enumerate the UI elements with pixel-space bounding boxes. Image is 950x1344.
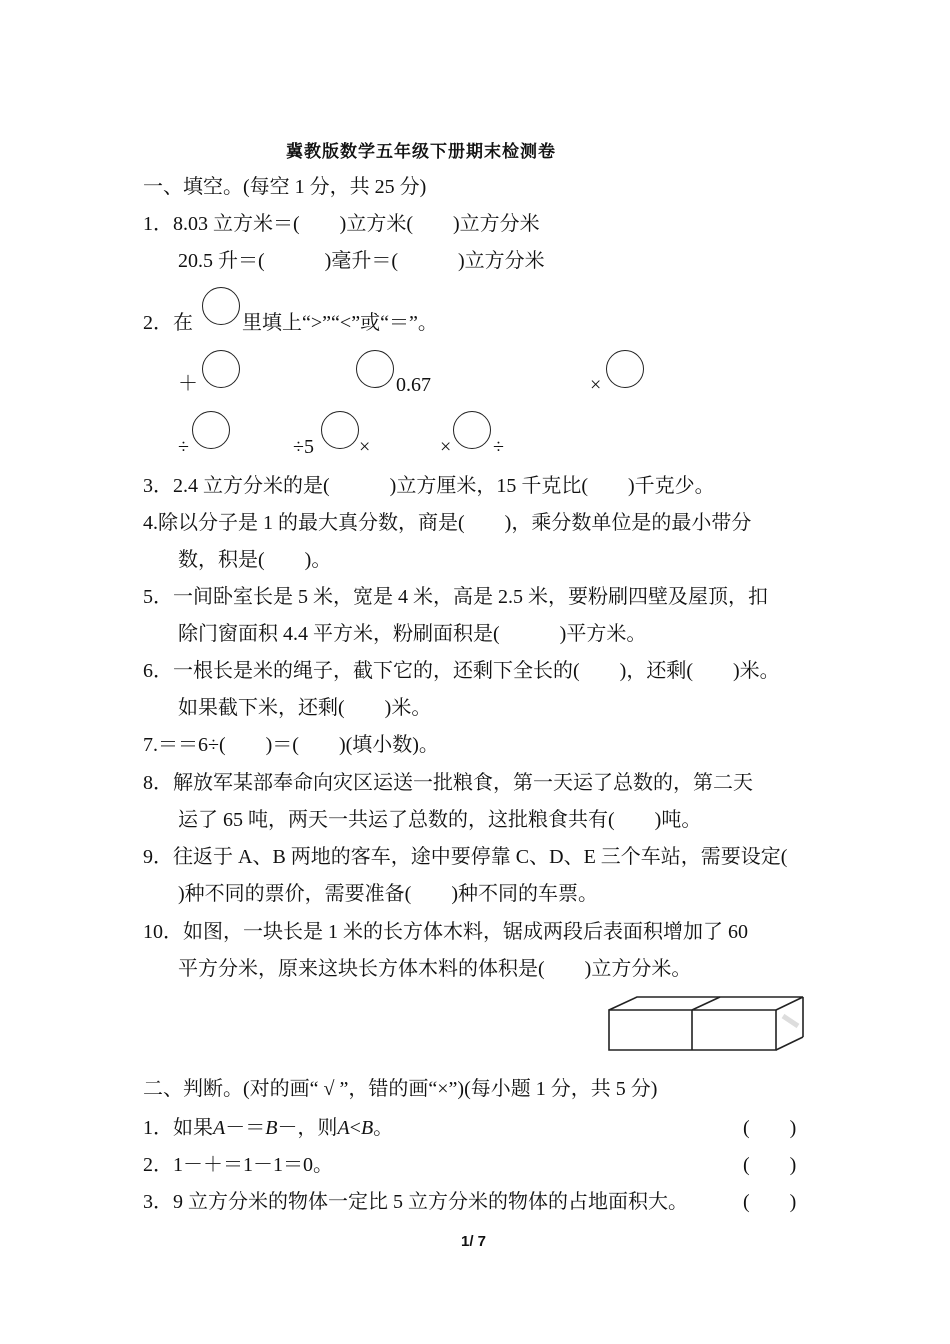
- answer-blank[interactable]: ( ): [743, 1154, 797, 1176]
- compare-circle[interactable]: [202, 350, 240, 388]
- judge-1-text-a: 1．如果: [143, 1117, 213, 1139]
- question-8-line-2: 运了 65 吨，两天一共运了总数的，这批粮食共有( )吨。: [178, 809, 702, 831]
- answer-blank[interactable]: ( ): [743, 1191, 797, 1213]
- question-9-line-1: 9．往返于 A、B 两地的客车，途中要停靠 C、D、E 三个车站，需要设定(: [143, 846, 788, 868]
- question-10-line-2: 平方分米，原来这块长方体木料的体积是( )立方分米。: [178, 958, 692, 980]
- compare-expr-2d: ×: [440, 436, 452, 458]
- question-10-line-1: 10．如图，一块长是 1 米的长方体木料，锯成两段后表面积增加了 60: [143, 921, 748, 943]
- question-8-line-1: 8．解放军某部奉命向灾区运送一批粮食，第一天运了总数的，第二天: [143, 772, 753, 794]
- judge-1-var-b2: B: [360, 1117, 374, 1139]
- question-3: 3．2.4 立方分米的是( )立方厘米，15 千克比( )千克少。: [143, 475, 715, 497]
- question-6-line-1: 6．一根长是米的绳子，截下它的，还剩下全长的( )，还剩( )米。: [143, 660, 780, 682]
- page-number: 1/ 7: [461, 1233, 487, 1250]
- page-title: 冀教版数学五年级下册期末检测卷: [286, 142, 556, 162]
- answer-blank[interactable]: ( ): [743, 1117, 797, 1139]
- question-4-line-2: 数，积是( )。: [178, 549, 332, 571]
- compare-expr-1a: ＋: [178, 373, 198, 395]
- compare-circle[interactable]: [321, 411, 359, 449]
- compare-expr-1c: ×: [590, 374, 602, 396]
- question-7: 7.＝＝6÷( )＝( )(填小数)。: [143, 734, 439, 756]
- judge-1-var-a: A: [213, 1117, 226, 1139]
- compare-expr-2a: ÷: [178, 436, 189, 458]
- compare-circle[interactable]: [202, 287, 240, 325]
- section1-heading: 一、填空。(每空 1 分，共 25 分): [143, 176, 427, 198]
- question-1-line-2: 20.5 升＝( )毫升＝( )立方分米: [178, 250, 545, 272]
- judge-1-text-b: －＝: [225, 1117, 266, 1139]
- judge-1-text-c: －，则: [277, 1117, 338, 1139]
- cuboid-diagram: [600, 990, 810, 1056]
- judge-question-2: 2．1－＋＝1－1＝0。: [143, 1154, 333, 1176]
- compare-expr-2c: ×: [359, 436, 371, 458]
- question-5-line-1: 5．一间卧室长是 5 米，宽是 4 米，高是 2.5 米，要粉刷四壁及屋顶，扣: [143, 586, 768, 608]
- question-4-line-1: 4.除以分子是 1 的最大真分数，商是( )，乘分数单位是的最小带分: [143, 512, 752, 534]
- judge-1-end: 。: [373, 1117, 394, 1139]
- question-5-line-2: 除门窗面积 4.4 平方米，粉刷面积是( )平方米。: [178, 623, 647, 645]
- compare-expr-2b: ÷5: [293, 436, 314, 458]
- question-1-line-1: 1．8.03 立方米＝( )立方米( )立方分米: [143, 213, 540, 235]
- compare-expr-1b: 0.67: [396, 374, 431, 396]
- section2-heading: 二、判断。(对的画“ √ ”，错的画“×”)(每小题 1 分，共 5 分): [143, 1078, 658, 1100]
- judge-1-var-b: B: [265, 1117, 278, 1139]
- judge-1-var-a2: A: [337, 1117, 350, 1139]
- compare-circle[interactable]: [356, 350, 394, 388]
- question-6-line-2: 如果截下米，还剩( )米。: [178, 697, 432, 719]
- compare-expr-2e: ÷: [493, 436, 504, 458]
- question-2-instruction: 里填上“>”“<”或“＝”。: [242, 312, 438, 334]
- compare-circle[interactable]: [606, 350, 644, 388]
- compare-circle[interactable]: [453, 411, 491, 449]
- judge-question-1: [143, 1116, 393, 1140]
- judge-1-lt: <: [349, 1117, 361, 1139]
- question-9-line-2: )种不同的票价，需要准备( )种不同的车票。: [178, 883, 598, 905]
- compare-circle[interactable]: [192, 411, 230, 449]
- question-2-prefix: 2．在: [143, 312, 193, 334]
- judge-question-3: 3．9 立方分米的物体一定比 5 立方分米的物体的占地面积大。: [143, 1191, 688, 1213]
